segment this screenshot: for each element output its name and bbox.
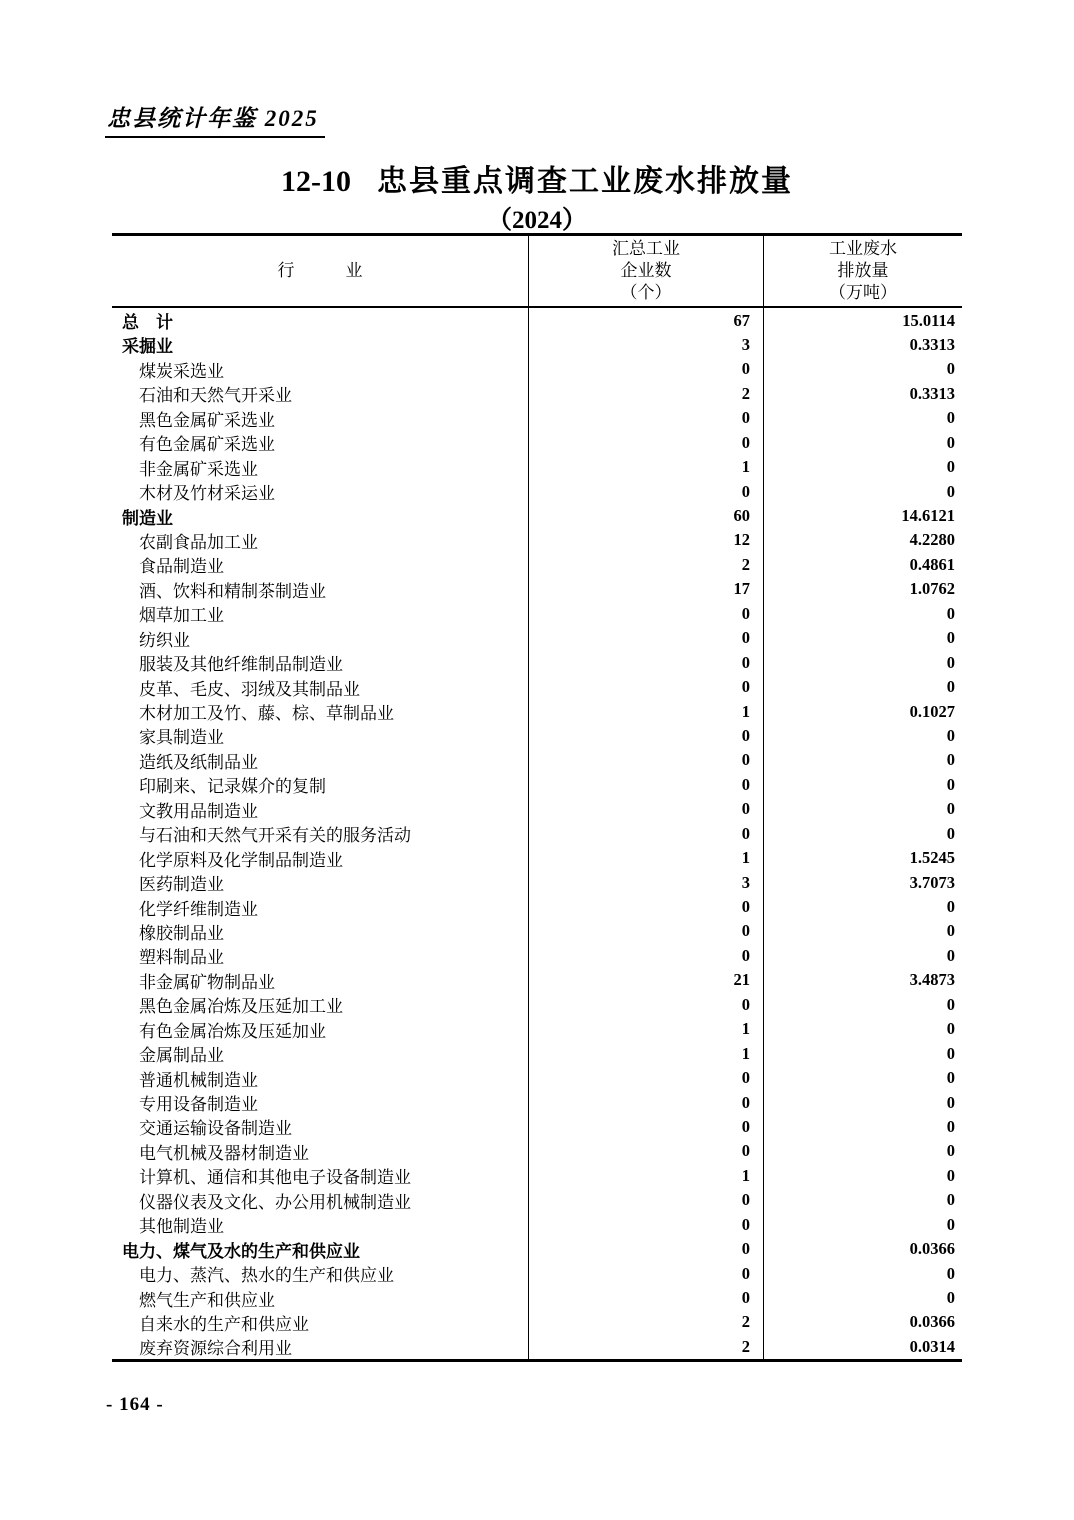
table-row (112, 1139, 962, 1163)
enterprise-count-value: 1 (528, 455, 763, 480)
table-header-row (112, 236, 962, 308)
industry-label: 黑色金属矿采选业 (139, 410, 275, 430)
enterprise-count-value: 0 (528, 919, 763, 944)
table-row (112, 1163, 962, 1187)
enterprise-count-value: 0 (528, 1261, 763, 1286)
wastewater-discharge-value: 0 (763, 357, 962, 382)
table-row (112, 430, 962, 454)
enterprise-count-value: 1 (528, 1017, 763, 1042)
wastewater-discharge-value: 0 (763, 1114, 962, 1139)
enterprise-count-value: 0 (528, 650, 763, 675)
table-row (112, 1066, 962, 1090)
industry-label: 燃气生产和供应业 (139, 1290, 275, 1310)
table-row (112, 1212, 962, 1236)
enterprise-count-value: 0 (528, 797, 763, 822)
enterprise-count-value: 12 (528, 528, 763, 553)
page-number: - 164 - (106, 1394, 164, 1415)
wastewater-discharge-value: 0 (763, 919, 962, 944)
industry-label: 自来水的生产和供应业 (139, 1314, 309, 1334)
table-row (112, 1090, 962, 1114)
wastewater-discharge-value: 0 (763, 943, 962, 968)
wastewater-discharge-value: 0 (763, 406, 962, 431)
wastewater-discharge-value: 0 (763, 650, 962, 675)
wastewater-discharge-value: 3.4873 (763, 968, 962, 993)
industry-label: 化学原料及化学制品制造业 (139, 850, 343, 870)
enterprise-count-value: 0 (528, 1286, 763, 1311)
header-enterprise-unit: （个） (620, 283, 672, 302)
industry-label: 金属制品业 (139, 1046, 224, 1066)
wastewater-discharge-value: 0.3313 (763, 381, 962, 406)
enterprise-count-value: 0 (528, 821, 763, 846)
industry-label: 有色金属矿采选业 (139, 435, 275, 455)
enterprise-count-value: 0 (528, 479, 763, 504)
table-row (112, 1114, 962, 1138)
wastewater-discharge-value: 0 (763, 1090, 962, 1115)
wastewater-discharge-value: 0 (763, 992, 962, 1017)
header-industry-label: 行 业 (277, 261, 363, 280)
industry-label: 制造业 (122, 508, 173, 528)
wastewater-discharge-value: 0.0366 (763, 1310, 962, 1335)
wastewater-discharge-value: 0 (763, 797, 962, 822)
yearbook-title-header: 忠县统计年鉴 2025 (105, 100, 325, 138)
industry-label: 电力、煤气及水的生产和供应业 (122, 1241, 360, 1261)
wastewater-discharge-value: 0 (763, 626, 962, 651)
enterprise-count-value: 0 (528, 1139, 763, 1164)
wastewater-discharge-value: 0.0366 (763, 1237, 962, 1262)
enterprise-count-value: 0 (528, 992, 763, 1017)
wastewater-discharge-value: 0.4861 (763, 552, 962, 577)
industry-label: 橡胶制品业 (139, 923, 224, 943)
wastewater-discharge-value: 0 (763, 1017, 962, 1042)
table-row (112, 895, 962, 919)
enterprise-count-value: 0 (528, 430, 763, 455)
wastewater-discharge-value: 0 (763, 821, 962, 846)
wastewater-discharge-value: 0 (763, 430, 962, 455)
table-row (112, 308, 962, 332)
wastewater-discharge-value: 0 (763, 1286, 962, 1311)
industry-label: 塑料制品业 (139, 948, 224, 968)
enterprise-count-value: 1 (528, 1163, 763, 1188)
industry-label: 化学纤维制造业 (139, 899, 258, 919)
table-row (112, 406, 962, 430)
industry-label: 文教用品制造业 (139, 801, 258, 821)
header-industry (112, 236, 528, 306)
enterprise-count-value: 0 (528, 1114, 763, 1139)
wastewater-discharge-value: 0 (763, 1261, 962, 1286)
wastewater-discharge-value: 0 (763, 1139, 962, 1164)
table-row (112, 1188, 962, 1212)
table-year-subtitle: （2024） (486, 207, 587, 234)
wastewater-discharge-value: 4.2280 (763, 528, 962, 553)
enterprise-count-value: 0 (528, 748, 763, 773)
industry-label: 食品制造业 (139, 557, 224, 577)
table-row (112, 723, 962, 747)
wastewater-discharge-value: 0.1027 (763, 699, 962, 724)
enterprise-count-value: 0 (528, 626, 763, 651)
industry-label: 酒、饮料和精制茶制造业 (139, 581, 326, 601)
wastewater-discharge-value: 15.0114 (763, 308, 962, 333)
industry-label: 非金属矿物制品业 (139, 972, 275, 992)
enterprise-count-value: 1 (528, 846, 763, 871)
table-row (112, 1017, 962, 1041)
table-row (112, 992, 962, 1016)
header-wastewater (763, 236, 962, 306)
enterprise-count-value: 2 (528, 381, 763, 406)
table-row (112, 1310, 962, 1334)
enterprise-count-value: 0 (528, 1212, 763, 1237)
table-row (112, 797, 962, 821)
industry-label: 木材及竹材采运业 (139, 484, 275, 504)
wastewater-discharge-value: 0 (763, 479, 962, 504)
industry-label: 非金属矿采选业 (139, 459, 258, 479)
enterprise-count-value: 2 (528, 1334, 763, 1359)
industry-label: 医药制造业 (139, 875, 224, 895)
wastewater-discharge-value: 0 (763, 1066, 962, 1091)
industry-label: 烟草加工业 (139, 606, 224, 626)
industry-label: 农副食品加工业 (139, 532, 258, 552)
enterprise-count-value: 1 (528, 699, 763, 724)
table-row (112, 601, 962, 625)
wastewater-discharge-value: 0 (763, 455, 962, 480)
table-row (112, 846, 962, 870)
industry-label: 服装及其他纤维制品制造业 (139, 655, 343, 675)
wastewater-discharge-value: 0 (763, 1188, 962, 1213)
table-body (112, 308, 962, 1359)
wastewater-discharge-value: 0 (763, 723, 962, 748)
table-row (112, 919, 962, 943)
table-row (112, 381, 962, 405)
enterprise-count-value: 0 (528, 601, 763, 626)
industry-label: 电力、蒸汽、热水的生产和供应业 (139, 1266, 394, 1286)
header-wastewater-unit: （万吨） (829, 283, 897, 302)
enterprise-count-value: 0 (528, 723, 763, 748)
industry-label: 采掘业 (122, 337, 173, 357)
wastewater-discharge-value: 1.0762 (763, 577, 962, 602)
industry-label: 普通机械制造业 (139, 1070, 258, 1090)
industry-label: 皮革、毛皮、羽绒及其制品业 (139, 679, 360, 699)
enterprise-count-value: 2 (528, 1310, 763, 1335)
enterprise-count-value: 0 (528, 357, 763, 382)
table-row (112, 821, 962, 845)
industry-label: 煤炭采选业 (139, 361, 224, 381)
wastewater-discharge-value: 0 (763, 1041, 962, 1066)
table-row (112, 455, 962, 479)
wastewater-discharge-value: 1.5245 (763, 846, 962, 871)
table-row (112, 479, 962, 503)
table-row (112, 1261, 962, 1285)
enterprise-count-value: 3 (528, 870, 763, 895)
industry-label: 家具制造业 (139, 728, 224, 748)
header-enterprise-line2: 企业数 (620, 261, 672, 280)
industry-label: 黑色金属冶炼及压延加工业 (139, 997, 343, 1017)
enterprise-count-value: 0 (528, 1090, 763, 1115)
industry-label: 印刷来、记录媒介的复制 (139, 777, 326, 797)
header-enterprise-count (528, 236, 763, 306)
header-wastewater-line1: 工业废水 (829, 239, 897, 258)
industry-label: 总 计 (122, 313, 173, 332)
table-row (112, 504, 962, 528)
statistics-table (112, 233, 962, 1362)
enterprise-count-value: 60 (528, 504, 763, 529)
industry-label: 有色金属冶炼及压延加业 (139, 1021, 326, 1041)
industry-label: 石油和天然气开采业 (139, 386, 292, 406)
header-enterprise-line1: 汇总工业 (612, 239, 680, 258)
table-row (112, 1041, 962, 1065)
industry-label: 电气机械及器材制造业 (139, 1143, 309, 1163)
enterprise-count-value: 67 (528, 308, 763, 333)
enterprise-count-value: 17 (528, 577, 763, 602)
enterprise-count-value: 0 (528, 772, 763, 797)
table-row (112, 943, 962, 967)
table-row (112, 1286, 962, 1310)
wastewater-discharge-value: 0 (763, 748, 962, 773)
wastewater-discharge-value: 0 (763, 1163, 962, 1188)
table-row (112, 357, 962, 381)
table-row (112, 968, 962, 992)
industry-label: 纺织业 (139, 630, 190, 650)
industry-label: 木材加工及竹、藤、棕、草制品业 (139, 704, 394, 723)
wastewater-discharge-value: 0.3313 (763, 332, 962, 357)
enterprise-count-value: 0 (528, 1237, 763, 1262)
table-row (112, 1237, 962, 1261)
industry-label: 专用设备制造业 (139, 1095, 258, 1114)
industry-label: 废弃资源综合利用业 (139, 1339, 292, 1359)
enterprise-count-value: 21 (528, 968, 763, 993)
enterprise-count-value: 0 (528, 406, 763, 431)
table-row (112, 528, 962, 552)
industry-label: 仪器仪表及文化、办公用机械制造业 (139, 1192, 411, 1212)
wastewater-discharge-value: 14.6121 (763, 504, 962, 529)
table-row (112, 1334, 962, 1358)
table-row (112, 577, 962, 601)
table-row (112, 748, 962, 772)
table-title (0, 156, 1074, 200)
table-row (112, 552, 962, 576)
enterprise-count-value: 0 (528, 1066, 763, 1091)
table-row (112, 650, 962, 674)
table-row (112, 870, 962, 894)
industry-label: 其他制造业 (139, 1217, 224, 1237)
wastewater-discharge-value: 0 (763, 772, 962, 797)
wastewater-discharge-value: 3.7073 (763, 870, 962, 895)
industry-label: 交通运输设备制造业 (139, 1119, 292, 1139)
wastewater-discharge-value: 0.0314 (763, 1334, 962, 1359)
table-title-text: 忠县重点调查工业废水排放量 (377, 165, 793, 198)
industry-label: 计算机、通信和其他电子设备制造业 (139, 1168, 411, 1188)
wastewater-discharge-value: 0 (763, 675, 962, 700)
enterprise-count-value: 1 (528, 1041, 763, 1066)
enterprise-count-value: 3 (528, 332, 763, 357)
enterprise-count-value: 0 (528, 943, 763, 968)
enterprise-count-value: 0 (528, 675, 763, 700)
enterprise-count-value: 0 (528, 1188, 763, 1213)
table-row (112, 772, 962, 796)
table-row (112, 699, 962, 723)
table-row (112, 332, 962, 356)
industry-label: 与石油和天然气开采有关的服务活动 (139, 826, 411, 846)
wastewater-discharge-value: 0 (763, 1212, 962, 1237)
header-wastewater-line2: 排放量 (837, 261, 889, 280)
wastewater-discharge-value: 0 (763, 895, 962, 920)
wastewater-discharge-value: 0 (763, 601, 962, 626)
table-number: 12-10 (281, 165, 351, 198)
table-row (112, 675, 962, 699)
industry-label: 造纸及纸制品业 (139, 752, 258, 772)
table-row (112, 626, 962, 650)
enterprise-count-value: 2 (528, 552, 763, 577)
enterprise-count-value: 0 (528, 895, 763, 920)
